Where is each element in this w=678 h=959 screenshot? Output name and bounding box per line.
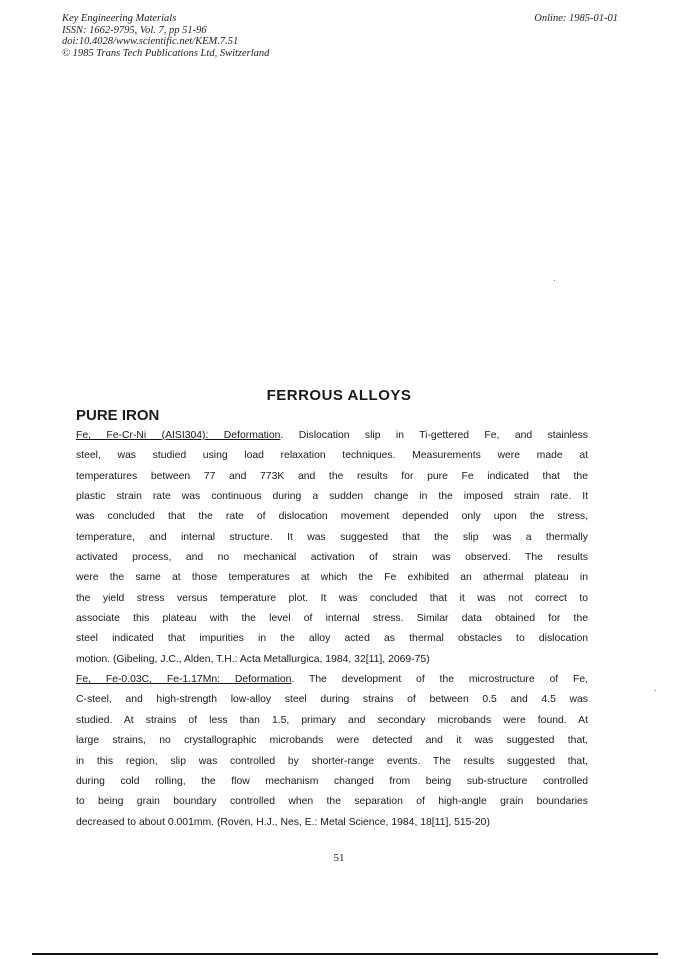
text-line: [76, 528, 588, 548]
line-text: activated process, and no mechanical activation of strain was observed. The results: [76, 552, 588, 564]
text-line: [76, 792, 588, 812]
text-line: [76, 813, 588, 833]
line-text: studied. At strains of less than 1.5, primary and secondary microbands were found. At: [76, 714, 588, 726]
line-text: the yield stress versus temperature plot. It was concluded that it was not correct to: [76, 592, 588, 604]
entry-topic: Fe, Fe-0.03C, Fe-1.17Mn: Deformation: [76, 674, 292, 686]
journal-name: Key Engineering Materials: [62, 13, 177, 24]
entry-topic: Fe, Fe-Cr-Ni (AISI304): Deformation: [76, 430, 281, 441]
line-text: were the same at those temperatures at which the Fe exhibited an athermal plateau in: [76, 572, 588, 584]
text-line: [76, 629, 588, 649]
text-line: [76, 752, 588, 772]
line-text: during cold rolling, the flow mechanism changed from being sub-structure controlled: [76, 775, 588, 787]
text-line: [76, 467, 588, 487]
line-text: . The development of the microstructure of Fe,: [291, 674, 588, 686]
line-text: . Dislocation slip in Ti-gettered Fe, and stainless: [280, 430, 589, 441]
online-date: Online: 1985-01-01: [534, 13, 618, 24]
text-line: [76, 426, 588, 446]
scan-speck: [554, 280, 555, 281]
text-line: [76, 690, 588, 710]
article-body: [76, 426, 588, 833]
page-number: 51: [333, 852, 345, 864]
text-line: [76, 650, 588, 670]
line-text: associate this plateau with the level of internal stress. Similar data obtained for the: [76, 613, 588, 625]
journal-header: [62, 13, 269, 59]
line-text: large strains, no crystallographic microbands were detected and it was suggested that,: [76, 735, 588, 747]
text-line: [76, 568, 588, 588]
text-line: [76, 487, 588, 507]
line-text: temperature, and internal structure. It was suggested that the slip was a thermally: [76, 531, 588, 543]
subsection-title: PURE IRON: [76, 407, 160, 424]
text-line: [76, 711, 588, 731]
line-text: temperatures between 77 and 773K and the results for pure Fe indicated that the: [76, 470, 588, 482]
text-line: [76, 446, 588, 466]
text-line: [76, 507, 588, 527]
line-text: plastic strain rate was continuous during a sudden change in the imposed strain rate. It: [76, 491, 588, 503]
text-line: [76, 609, 588, 629]
text-line: [76, 731, 588, 751]
line-text: to being grain boundary controlled when the separation of high-angle grain boundaries: [76, 796, 588, 808]
text-line: [76, 670, 588, 690]
line-text: decreased to about 0.001mm. (Roven, H.J., Nes, E.: Metal Science, 1984, 18[11], 515-20): [76, 816, 490, 828]
section-title: FERROUS ALLOYS: [266, 387, 412, 404]
line-text: steel, was studied using load relaxation techniques. Measurements were made at: [76, 450, 588, 462]
journal-copyright: © 1985 Trans Tech Publications Ltd, Switzerland: [62, 47, 270, 59]
footer-rule: [32, 953, 658, 955]
text-line: [76, 548, 588, 568]
scan-speck: [655, 690, 656, 691]
text-line: [76, 589, 588, 609]
line-text: steel indicated that impurities in the alloy acted as thermal obstacles to dislocation: [76, 633, 588, 645]
line-text: C-steel, and high-strength low-alloy steel during strains of between 0.5 and 4.5 was: [76, 694, 588, 706]
line-text: motion. (Gibeling, J.C., Alden, T.H.: Acta Metallurgica, 1984, 32[11], 2069-75): [76, 653, 430, 665]
line-text: was concluded that the rate of dislocation movement depended only upon the stress,: [76, 511, 588, 523]
journal-doi: doi:10.4028/www.scientific.net/KEM.7.51: [62, 36, 239, 48]
text-line: [76, 772, 588, 792]
journal-issn: ISSN: 1662-9795, Vol. 7, pp 51-96: [62, 24, 207, 36]
line-text: in this region, slip was controlled by shorter-range events. The results suggested that,: [76, 755, 588, 767]
